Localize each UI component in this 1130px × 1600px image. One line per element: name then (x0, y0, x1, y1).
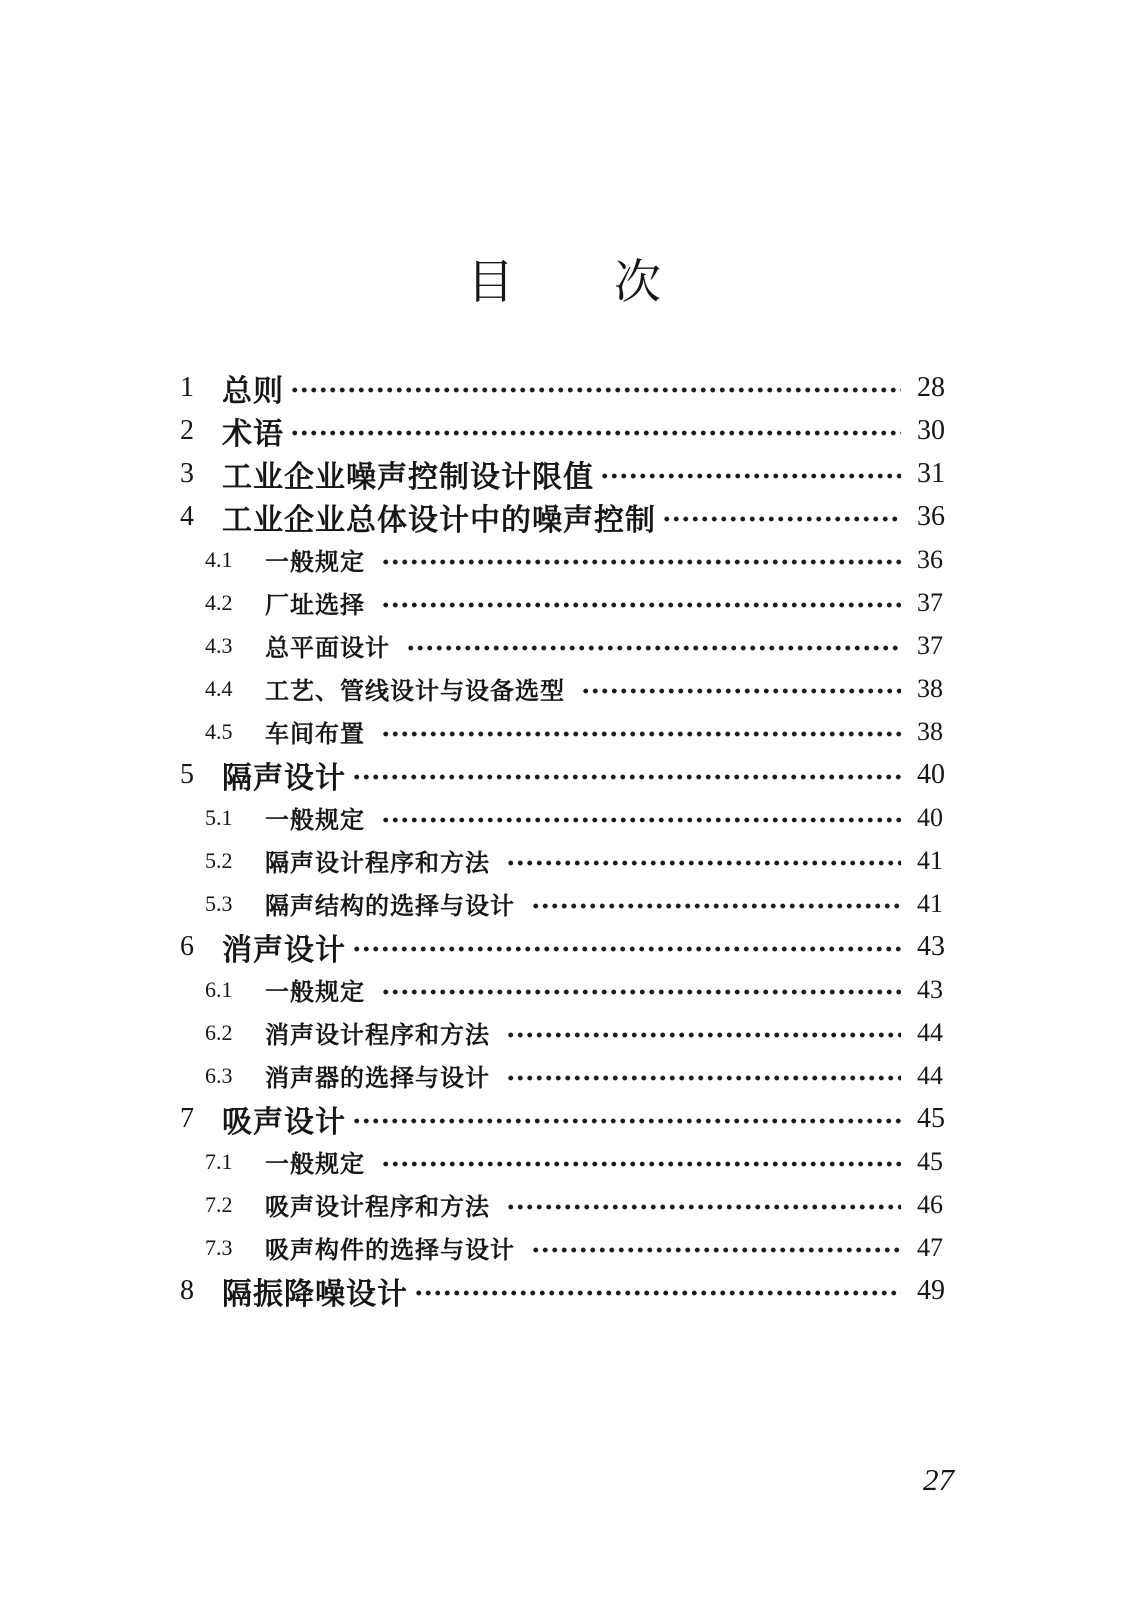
entry-number: 4.1 (205, 546, 233, 572)
dot-leader (406, 643, 901, 653)
entry-page: 38 (917, 673, 943, 703)
entry-number: 6.1 (205, 976, 233, 1002)
dot-leader (381, 815, 901, 825)
toc-entry (180, 839, 967, 882)
entry-label: 隔声结构的选择与设计 (265, 894, 515, 920)
entry-number: 4 (180, 500, 194, 532)
entry-label: 总则 (222, 374, 284, 408)
dot-leader (531, 1245, 901, 1255)
toc-entry (180, 581, 967, 624)
entry-page: 36 (917, 544, 943, 574)
toc-entry (180, 710, 967, 753)
entry-label: 吸声设计程序和方法 (265, 1195, 490, 1221)
dot-leader (581, 686, 901, 696)
entry-number: 5.3 (205, 890, 233, 916)
dot-leader (662, 514, 901, 524)
toc-entry (180, 495, 967, 538)
entry-number: 6.3 (205, 1062, 233, 1088)
entry-page: 43 (917, 930, 945, 962)
entry-label: 工艺、管线设计与设备选型 (265, 679, 565, 705)
toc-entry (180, 1054, 967, 1097)
dot-leader (414, 1288, 901, 1298)
entry-page: 49 (917, 1274, 945, 1306)
entry-label: 消声设计 (222, 933, 346, 967)
dot-leader (600, 471, 901, 481)
entry-page: 37 (917, 587, 943, 617)
entry-number: 7 (180, 1102, 194, 1134)
entry-number: 5.2 (205, 847, 233, 873)
entry-label: 一般规定 (265, 980, 365, 1006)
toc-entry (180, 882, 967, 925)
entry-label: 厂址选择 (265, 593, 365, 619)
entry-page: 30 (917, 414, 945, 446)
entry-page: 37 (917, 630, 943, 660)
toc-entry (180, 753, 967, 796)
entry-page: 47 (917, 1232, 943, 1262)
dot-leader (381, 729, 901, 739)
entry-page: 28 (917, 371, 945, 403)
entry-number: 4.3 (205, 632, 233, 658)
dot-leader (381, 557, 901, 567)
dot-leader (381, 1159, 901, 1169)
page-number: 27 (923, 1462, 954, 1497)
entry-page: 46 (917, 1189, 943, 1219)
dot-leader (352, 1116, 901, 1126)
dot-leader (506, 858, 901, 868)
entry-label: 一般规定 (265, 1152, 365, 1178)
toc-entry (180, 1226, 967, 1269)
entry-label: 一般规定 (265, 550, 365, 576)
entry-number: 5 (180, 758, 194, 790)
entry-number: 7.3 (205, 1234, 233, 1260)
entry-page: 41 (917, 888, 943, 918)
entry-page: 31 (917, 457, 945, 489)
toc-entry (180, 667, 967, 710)
toc-entry (180, 624, 967, 667)
entry-number: 5.1 (205, 804, 233, 830)
entry-page: 41 (917, 845, 943, 875)
entry-number: 4.5 (205, 718, 233, 744)
dot-leader (506, 1202, 901, 1212)
dot-leader (290, 385, 901, 395)
toc-entry (180, 1183, 967, 1226)
entry-page: 36 (917, 500, 945, 532)
dot-leader (506, 1073, 901, 1083)
toc-entry (180, 925, 967, 968)
toc-entry (180, 409, 967, 452)
entry-page: 43 (917, 974, 943, 1004)
entry-page: 40 (917, 758, 945, 790)
toc-entry (180, 1269, 967, 1312)
entry-page: 44 (917, 1017, 943, 1047)
entry-number: 4.2 (205, 589, 233, 615)
toc-list (180, 366, 967, 1312)
entry-number: 6.2 (205, 1019, 233, 1045)
entry-label: 吸声构件的选择与设计 (265, 1238, 515, 1264)
entry-label: 隔声设计程序和方法 (265, 851, 490, 877)
entry-label: 工业企业总体设计中的噪声控制 (222, 503, 656, 537)
entry-number: 4.4 (205, 675, 233, 701)
entry-label: 吸声设计 (222, 1105, 346, 1139)
entry-number: 6 (180, 930, 194, 962)
entry-number: 1 (180, 371, 194, 403)
toc-entry (180, 366, 967, 409)
entry-page: 45 (917, 1146, 943, 1176)
entry-number: 7.1 (205, 1148, 233, 1174)
page-title: 目 次 (467, 257, 663, 309)
entry-label: 隔振降噪设计 (222, 1277, 408, 1311)
toc-entry (180, 968, 967, 1011)
entry-label: 消声设计程序和方法 (265, 1023, 490, 1049)
toc-entry (180, 452, 967, 495)
dot-leader (531, 901, 901, 911)
entry-label: 车间布置 (265, 722, 365, 748)
entry-label: 隔声设计 (222, 761, 346, 795)
entry-page: 40 (917, 802, 943, 832)
dot-leader (506, 1030, 901, 1040)
dot-leader (381, 987, 901, 997)
entry-number: 2 (180, 414, 194, 446)
dot-leader (290, 428, 901, 438)
entry-label: 一般规定 (265, 808, 365, 834)
dot-leader (352, 944, 901, 954)
entry-number: 8 (180, 1274, 194, 1306)
entry-number: 3 (180, 457, 194, 489)
entry-number: 7.2 (205, 1191, 233, 1217)
entry-page: 45 (917, 1102, 945, 1134)
entry-label: 消声器的选择与设计 (265, 1066, 490, 1092)
entry-label: 术语 (222, 417, 284, 451)
toc-entry (180, 796, 967, 839)
toc-entry (180, 1011, 967, 1054)
entry-page: 38 (917, 716, 943, 746)
dot-leader (352, 772, 901, 782)
entry-label: 工业企业噪声控制设计限值 (222, 460, 594, 494)
entry-page: 44 (917, 1060, 943, 1090)
toc-entry (180, 538, 967, 581)
entry-label: 总平面设计 (265, 636, 390, 662)
dot-leader (381, 600, 901, 610)
toc-entry (180, 1140, 967, 1183)
toc-entry (180, 1097, 967, 1140)
